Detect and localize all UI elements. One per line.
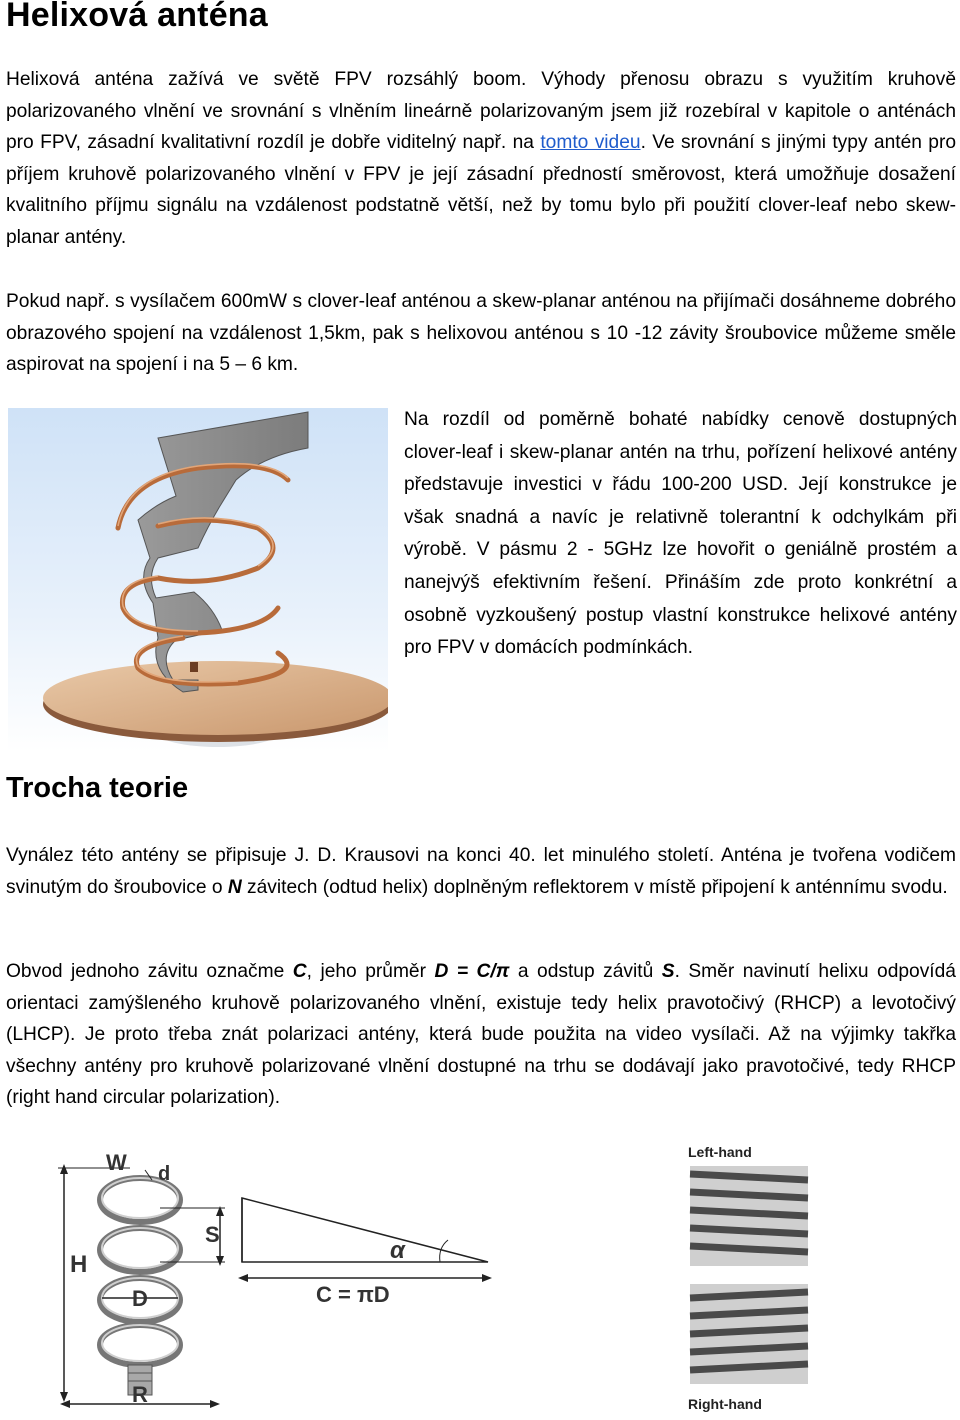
var-s: S <box>661 961 675 982</box>
label-d-diameter: D <box>132 1286 148 1311</box>
label-s: S <box>205 1222 220 1247</box>
label-wire-d: d <box>158 1163 171 1185</box>
geometry-text-2: , jeho průměr <box>306 961 435 982</box>
page-title: Helixová anténa <box>6 0 268 34</box>
helix-geometry-diagram <box>20 1140 640 1415</box>
video-link[interactable]: tomto videu <box>540 132 641 154</box>
label-h: H <box>70 1251 88 1278</box>
geometry-text-4: . Směr navinutí helixu odpovídá orientaci zamýšleného kruhově polarizovaného vlnění, existuje tedy helix pravotočivý (RHCP) a levotočivý (LHCP). Je proto třeba znát polarizaci antény, která bude použita na video vysílači. Až na výjimky takřka všechny antény pro kruhově polarizované vlnění dostupné na trhu se dodávají jako pravotočivé, tedy RHCP (right hand circular polarization). <box>6 961 956 1109</box>
section-title: Trocha teorie <box>6 772 189 804</box>
intro-paragraph <box>6 64 956 254</box>
geometry-paragraph <box>6 956 956 1114</box>
label-r: R <box>132 1382 148 1407</box>
label-c-formula: C = πD <box>316 1282 390 1307</box>
var-c: C <box>292 961 307 982</box>
helix-antenna-render <box>8 408 388 752</box>
right-hand-label: Right-hand <box>688 1396 762 1412</box>
coil-comparison-icon <box>680 1166 818 1386</box>
history-paragraph: Vynález této antény se připisuje J. D. Krausovi na konci 40. let minulého století. Anténa je tvořena vodičem svinutým do šroubovice o N závitech (odtud helix) doplněným reflektorem v místě připojení k anténnímu svodu. <box>6 845 956 898</box>
cost-paragraph: Na rozdíl od poměrně bohaté nabídky cenově dostupných clover-leaf i skew-planar antén na trhu, pořízení helixové antény představuje investici v řádu 100-200 USD. Její konstrukce je však snadná a navíc je relativně tolerantní k odchylkám při výrobě. V pásmu 2 - 5GHz lze hovořit o geniálně prostém a nanejvýš efektivním řešení. Přináším zde proto konkrétní a osobně vyzkoušený postup vlastní konstrukce helixové antény pro FPV v domácích podmínkách. <box>404 409 957 659</box>
geometry-text-3: a odstup závitů <box>509 961 662 982</box>
range-paragraph: Pokud např. s vysílačem 600mW s clover-leaf anténou a skew-planar anténou na přijímači dosáhneme dobrého obrazového spojení na vzdálenost 1,5km, pak s helixovou anténou s 10 -12 závity šroubovice můžeme směle aspirovat na spojení i na 5 – 6 km. <box>6 291 956 376</box>
handedness-figure <box>680 1144 818 1416</box>
diameter-formula: D = C/π <box>434 961 510 982</box>
var-n: N <box>227 876 242 898</box>
geometry-text-1: Obvod jednoho závitu označme <box>6 961 293 982</box>
label-alpha: α <box>390 1237 405 1264</box>
left-hand-label: Left-hand <box>688 1144 752 1160</box>
label-w: W <box>106 1150 127 1175</box>
intro-text-1: Helixová anténa zažívá ve světě FPV rozsáhlý boom. Výhody přenosu obrazu s využitím kruhově polarizovaného vlnění ve srovnání s vlněním lineárně polarizovaným jsem již rozebíral v kapitole o anténách pro FPV, zásadní kvalitativní rozdíl je dobře viditelný např. na <box>6 69 956 154</box>
intro-text-2: . Ve srovnání s jinými typy antén pro příjem kruhově polarizovaného vlnění v FPV je její zásadní předností směrovost, která umožňuje dosažení kvalitního příjmu signálu na vzdálenost podstatně větší, než by tomu bylo při použití clover-leaf nebo skew-planar antény. <box>6 132 957 248</box>
